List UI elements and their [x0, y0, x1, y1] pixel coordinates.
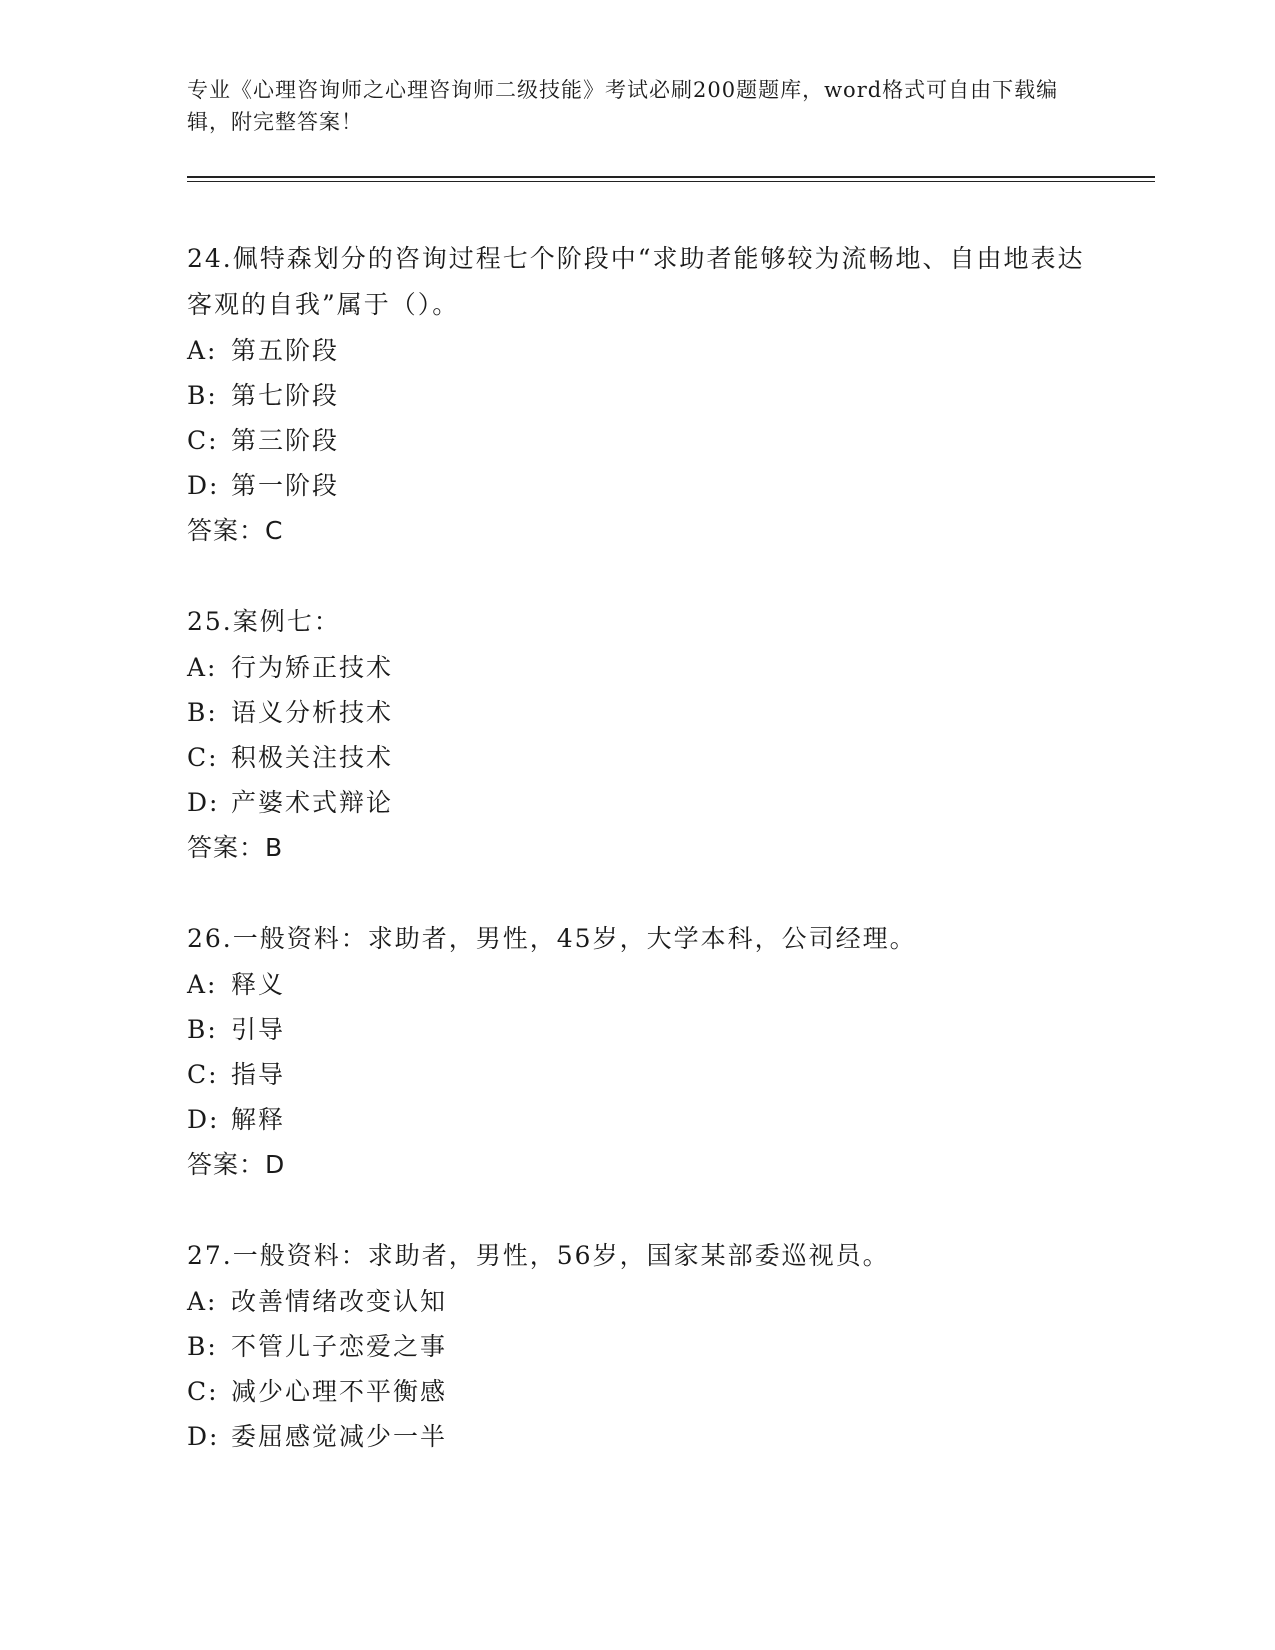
option-a [187, 328, 1087, 373]
option-text: 不管儿子恋爱之事 [231, 1332, 448, 1361]
option-letter: A: [187, 336, 218, 365]
option-text: 改善情绪改变认知 [231, 1287, 448, 1316]
option-text: 语义分析技术 [231, 698, 394, 727]
question-26 [187, 916, 1087, 1187]
option-b [187, 373, 1087, 418]
option-d [187, 1097, 1087, 1142]
option-b [187, 1324, 1087, 1369]
option-text: 第一阶段 [231, 471, 340, 500]
option-text: 释义 [231, 970, 286, 999]
option-d [187, 1414, 1087, 1459]
option-c [187, 418, 1087, 463]
option-letter: D: [187, 471, 220, 500]
header-divider [187, 176, 1155, 178]
option-b [187, 1007, 1087, 1052]
option-text: 委屈感觉减少一半 [231, 1422, 448, 1451]
option-letter: B: [187, 381, 218, 410]
document-header [187, 74, 1067, 138]
option-letter: C: [187, 1377, 219, 1406]
option-c [187, 1369, 1087, 1414]
option-letter: A: [187, 653, 218, 682]
option-text: 产婆术式辩论 [231, 788, 394, 817]
option-text: 减少心理不平衡感 [231, 1377, 448, 1406]
option-letter: B: [187, 1015, 218, 1044]
header-intro: 专业《心理咨询师之心理咨询师二级技能》考试必刷200题题库，word格式可自由下载编辑，附完整答案！ [187, 78, 1059, 134]
question-stem: 24.佩特森划分的咨询过程七个阶段中“求助者能够较为流畅地、自由地表达客观的自我”属于（）。 [187, 244, 1085, 319]
option-c [187, 1052, 1087, 1097]
option-letter: C: [187, 743, 219, 772]
answer-line: 答案：B [187, 833, 284, 862]
option-letter: C: [187, 1060, 219, 1089]
question-24 [187, 236, 1087, 553]
option-text: 第七阶段 [231, 381, 340, 410]
option-a [187, 962, 1087, 1007]
header-divider-thin [187, 181, 1155, 182]
option-a [187, 1279, 1087, 1324]
option-letter: A: [187, 1287, 218, 1316]
option-letter: D: [187, 1422, 220, 1451]
option-text: 指导 [231, 1060, 286, 1089]
option-letter: B: [187, 1332, 218, 1361]
option-letter: B: [187, 698, 218, 727]
option-b [187, 690, 1087, 735]
option-d [187, 463, 1087, 508]
option-letter: D: [187, 1105, 220, 1134]
option-d [187, 780, 1087, 825]
question-stem: 26.一般资料：求助者，男性，45岁，大学本科，公司经理。 [187, 924, 917, 953]
option-letter: D: [187, 788, 220, 817]
option-text: 第三阶段 [231, 426, 340, 455]
option-text: 引导 [231, 1015, 286, 1044]
option-text: 解释 [231, 1105, 286, 1134]
option-text: 行为矫正技术 [231, 653, 394, 682]
option-text: 第五阶段 [231, 336, 340, 365]
question-stem: 27.一般资料：求助者，男性，56岁，国家某部委巡视员。 [187, 1241, 890, 1270]
question-25 [187, 599, 1087, 870]
question-stem: 25.案例七： [187, 607, 341, 636]
option-text: 积极关注技术 [231, 743, 394, 772]
question-list [187, 236, 1087, 1505]
question-27 [187, 1233, 1087, 1459]
option-c [187, 735, 1087, 780]
answer-line: 答案：D [187, 1150, 286, 1179]
option-letter: C: [187, 426, 219, 455]
option-letter: A: [187, 970, 218, 999]
answer-line: 答案：C [187, 516, 284, 545]
option-a [187, 645, 1087, 690]
